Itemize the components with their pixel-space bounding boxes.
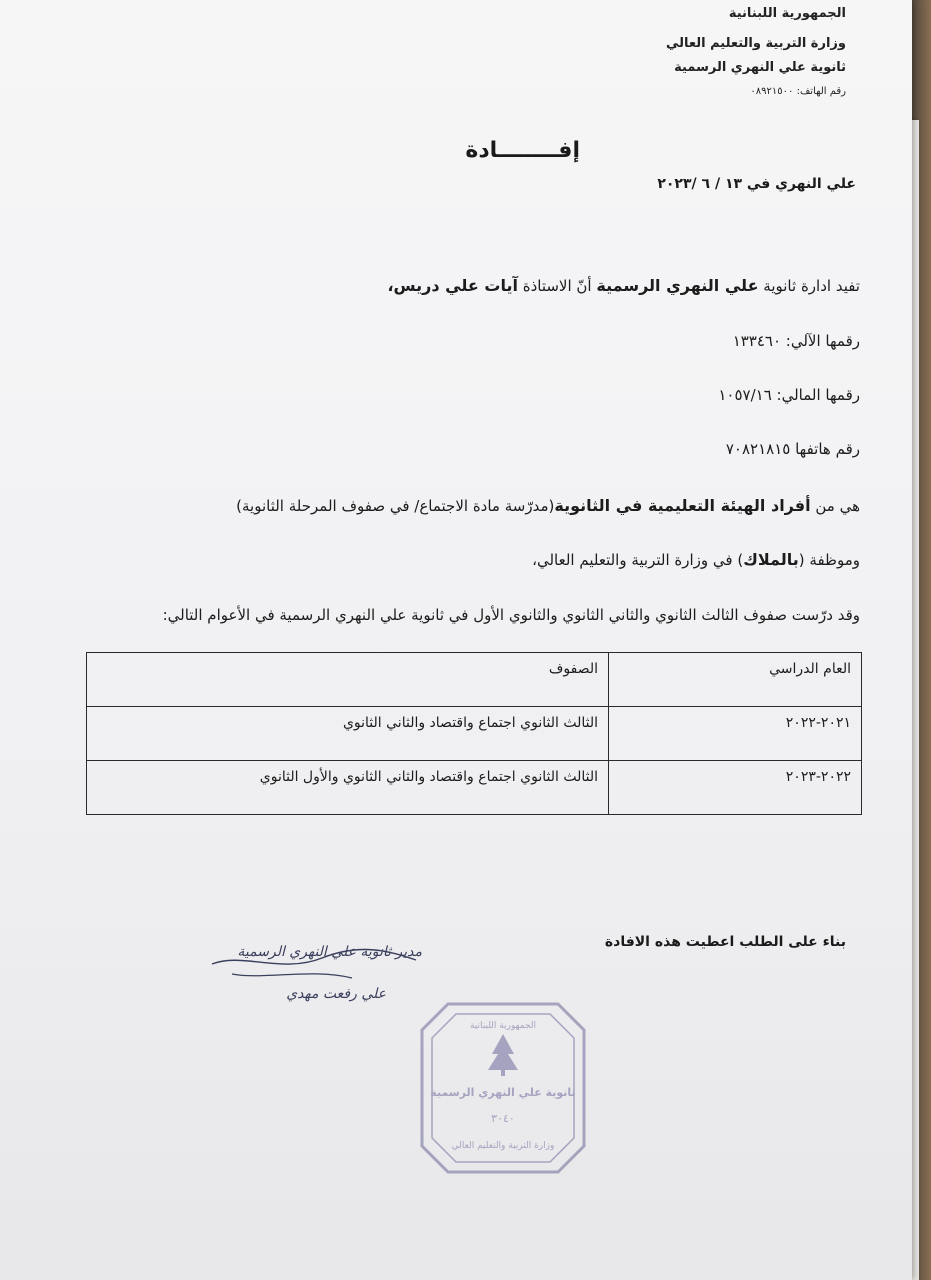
- staff-post: (مدرّسة مادة الاجتماع/ في صفوف المرحلة الثانوية): [236, 497, 555, 515]
- table-header-row: [87, 653, 862, 707]
- closing-statement: بناء على الطلب اعطيت هذه الافادة: [604, 934, 846, 950]
- years-table: [86, 652, 862, 815]
- phone-number: رقم هاتفها ٧٠٨٢١٨١٥: [725, 440, 860, 458]
- row-year: ٢٠٢٢-٢٠٢٣: [609, 761, 862, 815]
- intro-paragraph: [387, 276, 860, 295]
- letterhead-country: الجمهورية اللبنانية: [728, 6, 846, 21]
- header-classes: الصفوف: [87, 653, 609, 707]
- staff-bold: أفراد الهيئة التعليمية في الثانوية: [554, 496, 811, 515]
- row-classes: الثالث الثانوي اجتماع واقتصاد والثاني الثانوي والأول الثانوي: [87, 761, 609, 815]
- row-classes: الثالث الثانوي اجتماع واقتصاد والثاني الثانوي: [87, 707, 609, 761]
- letterhead-phone: رقم الهاتف: ٠٨٩٢١٥٠٠: [750, 86, 846, 97]
- signature: [202, 938, 422, 1018]
- teacher-name: آيات علي دريس: [393, 276, 518, 295]
- employment-post: ) في وزارة التربية والتعليم العالي،: [532, 551, 744, 569]
- financial-number: رقمها المالي: ١٠٥٧/١٦: [718, 386, 860, 404]
- classes-paragraph: وقد درّست صفوف الثالث الثانوي والثاني الثانوي والثانوي الأول في ثانوية علي النهري الرسمية في الأعوام التالي:: [162, 606, 860, 624]
- intro-post: ،: [387, 276, 394, 295]
- letterhead-ministry: وزارة التربية والتعليم العالي: [665, 36, 846, 51]
- document-title: إفــــــــادة: [465, 138, 580, 163]
- school-stamp: [418, 1000, 588, 1176]
- document-date: علي النهري في ١٣ / ٦ /٢٠٢٣: [657, 176, 856, 192]
- signature-title: مدير ثانوية علي النهري الرسمية: [237, 944, 422, 960]
- stamp-bottom: وزارة التربية والتعليم العالي: [451, 1141, 555, 1151]
- employment-bold: بالملاك: [743, 550, 799, 569]
- stamp-top: الجمهورية اللبنانية: [469, 1021, 537, 1031]
- school-name: علي النهري الرسمية: [596, 276, 759, 295]
- auto-number: رقمها الآلي: ١٣٣٤٦٠: [732, 332, 860, 350]
- header-year: العام الدراسي: [609, 653, 862, 707]
- cedar-icon: [488, 1034, 518, 1076]
- stamp-number: ٣٠٤٠: [491, 1112, 515, 1125]
- letterhead-school: ثانوية علي النهري الرسمية: [674, 60, 846, 75]
- row-year: ٢٠٢١-٢٠٢٢: [609, 707, 862, 761]
- stamp-school: ثانوية علي النهري الرسمية: [430, 1086, 576, 1099]
- staff-paragraph: [236, 496, 860, 515]
- table-row: [87, 707, 862, 761]
- employment-pre: وموظفة (: [798, 551, 860, 569]
- employment-paragraph: [532, 550, 860, 569]
- table-row: [87, 761, 862, 815]
- signature-name: علي رفعت مهدي: [286, 986, 386, 1002]
- staff-pre: هي من: [810, 497, 860, 515]
- intro-mid: أنّ الاستاذة: [517, 277, 597, 295]
- intro-pre: تفيد ادارة ثانوية: [758, 277, 860, 295]
